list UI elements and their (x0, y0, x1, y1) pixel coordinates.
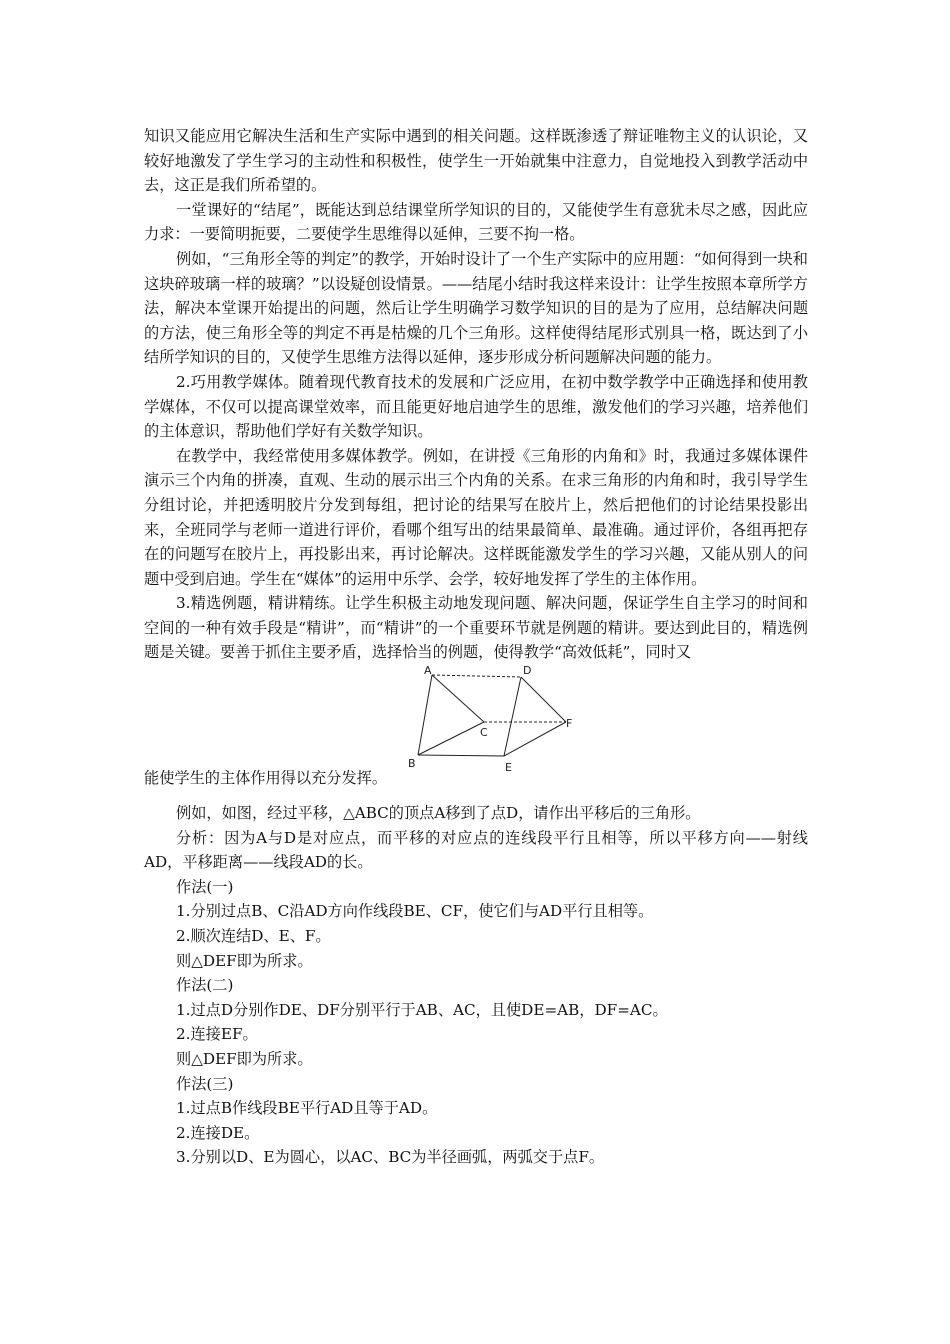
step-line: 1.过点D分别作DE、DF分别平行于AB、AC，且使DE=AB，DF=AC。 (176, 1000, 668, 1019)
label-e: E (505, 761, 512, 775)
paragraph: 一堂课好的“结尾”，既能达到总结课堂所学知识的目的，又能使学生有意犹未尽之感，因此应力求：一要简明扼要，二要使学生思维得以延伸，三要不拘一格。 (144, 200, 808, 244)
paragraph: 知识又能应用它解决生活和生产实际中遇到的相关问题。这样既渗透了辩证唯物主义的认识论，又较好地激发了学生学习的主动性和积极性，使学生一开始就集中注意力，自觉地投入到教学活动中去，这正是我们所希望的。 (144, 127, 808, 195)
figure-row (144, 665, 808, 791)
segment-ad (432, 675, 521, 677)
translation-diagram (408, 665, 588, 775)
conclusion-line: 则△DEF即为所求。 (176, 951, 313, 970)
segment-ac (432, 675, 484, 722)
figure-line-text: 能使学生的主体作用得以充分发挥。 (144, 769, 387, 788)
paragraph: 分析：因为A与D是对应点，而平移的对应点的连线段平行且相等，所以平移方向——射线AD，平移距离——线段AD的长。 (144, 828, 808, 872)
paragraph: 在教学中，我经常使用多媒体教学。例如，在讲授《三角形的内角和》时，我通过多媒体课件演示三个内角的拼凑，直观、生动的展示出三个内角的关系。在求三角形的内角和时，我引导学生分组讨论，并把透明胶片分发到每组，把讨论的结果写在胶片上，然后把他们的讨论结果投影出来，全班同学与老师一道进行评价，看哪个组写出的结果最简单、最准确。通过评价，各组再把存在的问题写在胶片上，再投影出来，再讨论解决。这样既能激发学生的学习兴趣，又能从别人的问题中受到启迪。学生在“媒体”的运用中乐学、会学，较好地发挥了学生的主体作用。 (144, 446, 808, 588)
label-d: D (523, 665, 532, 678)
segment-df (521, 677, 566, 722)
label-c: C (480, 726, 488, 740)
label-b: B (408, 757, 416, 771)
method-heading: 作法(二) (176, 976, 234, 995)
step-line: 2.顺次连结D、E、F。 (176, 927, 331, 946)
step-line: 2.连接EF。 (176, 1025, 258, 1044)
segment-bc (418, 722, 484, 755)
paragraph: 3.精选例题，精讲精练。让学生积极主动地发现问题、解决问题，保证学生自主学习的时间和空间的一种有效手段是“精讲”，而“精讲”的一个重要环节就是例题的精讲。要达到此目的，精选例题是关键。要善于抓住主要矛盾，选择恰当的例题，使得教学“高效低耗”，同时又 (144, 594, 808, 662)
step-line: 1.分别过点B、C沿AD方向作线段BE、CF，使它们与AD平行且相等。 (176, 902, 654, 921)
segment-ef (504, 722, 566, 756)
segment-be (418, 755, 504, 756)
step-line: 3.分别以D、E为圆心，以AC、BC为半径画弧，两弧交于点F。 (176, 1148, 605, 1167)
method-heading: 作法(一) (176, 877, 234, 896)
label-a: A (424, 665, 432, 678)
document-page (144, 124, 808, 1170)
segment-ab (418, 675, 432, 755)
conclusion-line: 则△DEF即为所求。 (176, 1050, 313, 1068)
step-line: 2.连接DE。 (176, 1123, 260, 1142)
step-line: 1.过点B作线段BE平行AD且等于AD。 (176, 1099, 438, 1118)
paragraph: 2.巧用教学媒体。随着现代教育技术的发展和广泛应用，在初中数学教学中正确选择和使用教学媒体，不仅可以提高课堂效率，而且能更好地启迪学生的思维，激发他们的学习兴趣，培养他们的主体意识，帮助他们学好有关数学知识。 (144, 372, 808, 441)
paragraph: 例如，如图，经过平移，△ABC的顶点A移到了点D，请作出平移后的三角形。 (176, 804, 701, 823)
label-f: F (566, 717, 573, 731)
paragraph: 例如，“三角形全等的判定”的教学，开始时设计了一个生产实际中的应用题：“如何得到一块和这块碎玻璃一样的玻璃？”以设疑创设情景。——结尾小结时我这样来设计：让学生按照本章所学方法，解决本堂课开始提出的问题，然后让学生明确学习数学知识的目的是为了应用，总结解决问题的方法，使三角形全等的判定不再是枯燥的几个三角形。这样使得结尾形式别具一格，既达到了小结所学知识的目的，又使学生思维方法得以延伸，逐步形成分析问题解决问题的能力。 (144, 249, 808, 367)
method-heading: 作法(三) (176, 1074, 234, 1093)
segment-de (504, 677, 521, 756)
